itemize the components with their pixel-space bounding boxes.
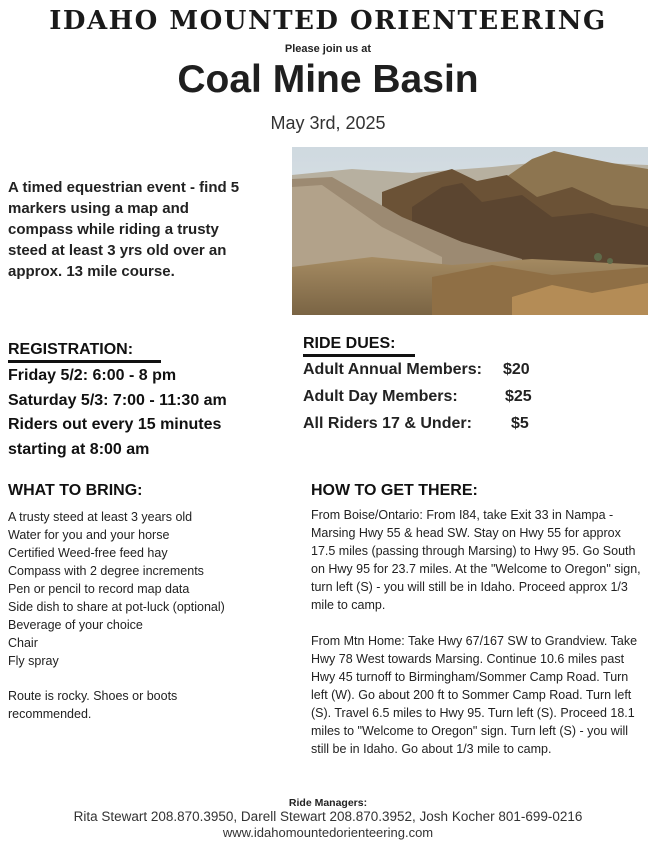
registration-line: starting at 8:00 am [8,440,150,458]
registration-line: Saturday 5/3: 7:00 - 11:30 am [8,391,227,409]
registration-line: Riders out every 15 minutes [8,416,222,433]
event-description: A timed equestrian event - find 5 markers using a map and compass while riding a trusty steed at least 3 yrs old over an approx. 13 mile course. [8,179,240,280]
dues-row [303,361,482,379]
list-item: Side dish to share at pot-luck (optional) [8,600,225,614]
dues-amount: $25 [505,388,532,405]
dues-label: All Riders 17 & Under: [303,415,472,432]
ride-dues-heading: RIDE DUES: [303,335,415,357]
how-to-get-there-heading: HOW TO GET THERE: [311,482,478,499]
list-item: A trusty steed at least 3 years old [8,510,193,524]
bring-list [8,508,225,670]
list-item: Beverage of your choice [8,618,143,632]
list-item: Compass with 2 degree increments [8,564,204,578]
dues-row [303,388,458,406]
website-link[interactable]: www.idahomountedorienteering.com [222,825,434,840]
registration-times [8,364,227,462]
route-note: Route is rocky. Shoes or boots recommended. [8,689,178,721]
dues-label: Adult Annual Members: [303,361,482,378]
landscape-photo [292,147,648,315]
ride-managers-heading: Ride Managers: [288,797,368,809]
directions-from-mtn-home: From Mtn Home: Take Hwy 67/167 SW to Grandview. Take Hwy 78 West towards Marsing. Continue 10.6 miles past Hwy 45 turnoff to Birmingham/Sommer Camp Road. Turn left (W). Go about 200 ft to Sommer Camp Road. Turn left (S). Travel 6.5 miles to Hwy 95. Turn left (S). Proceed 18.1 miles to "Welcome to Oregon" sign. Turn left (S) - you will still be in Idaho. Go about 1/3 mile to camp. [311,634,638,756]
list-item: Chair [8,636,38,650]
list-item: Pen or pencil to record map data [8,582,190,596]
registration-line: Friday 5/2: 6:00 - 8 pm [8,367,177,384]
directions-from-boise: From Boise/Ontario: From I84, take Exit 33 in Nampa - Marsing Hwy 55 & head SW. Stay on Hwy 55 for approx 17.5 miles (passing through Marsing) to Hwy 95. Go South on Hwy 95 for 23.7 miles. At the "Welcome to Oregon" sign, turn left (S) - you will still be in Idaho. Proceed approx 1/3 mile to camp. [311,508,641,612]
what-to-bring-heading: WHAT TO BRING: [8,482,143,499]
dues-row [303,415,472,433]
dues-amount: $5 [511,415,529,432]
list-item: Fly spray [8,654,59,668]
ride-managers-contacts: Rita Stewart 208.870.3950, Darell Stewart 208.870.3952, Josh Kocher 801-699-0216 [73,809,583,824]
dues-label: Adult Day Members: [303,388,458,405]
event-title: Coal Mine Basin [177,58,479,101]
list-item: Water for you and your horse [8,528,170,542]
invitation-text: Please join us at [284,43,372,55]
organization-name: IDAHO MOUNTED ORIENTEERING [49,6,607,36]
list-item: Certified Weed-free feed hay [8,546,168,560]
dues-amount: $20 [503,361,530,378]
registration-heading: REGISTRATION: [8,341,161,363]
event-date: May 3rd, 2025 [270,113,386,133]
